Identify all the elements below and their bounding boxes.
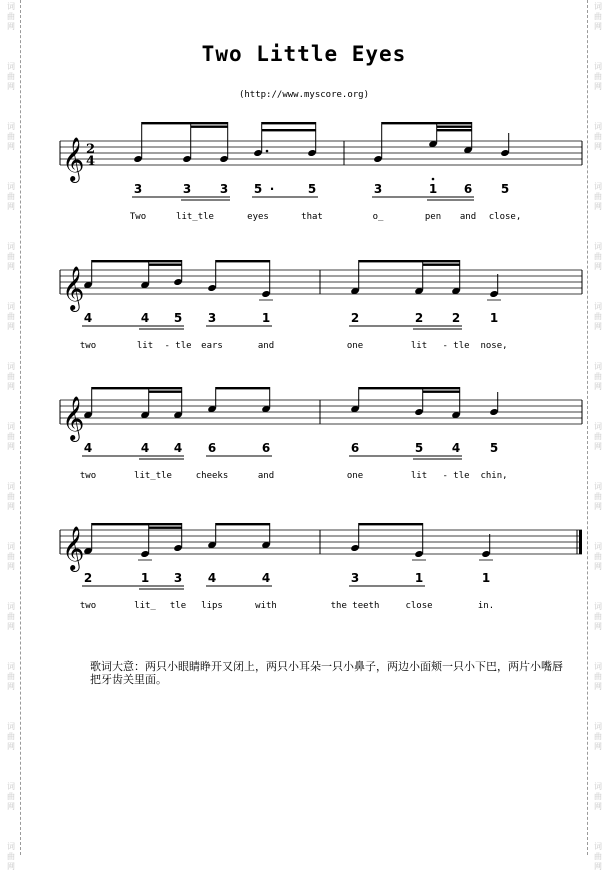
watermark: 词 曲 网 (7, 782, 15, 811)
lyric: - tle (442, 341, 470, 351)
lyric: lit (136, 341, 154, 351)
staff-system (60, 260, 582, 351)
lyric: and (257, 341, 275, 351)
jianpu-number: 3 (350, 571, 360, 585)
jianpu-number: 1 (428, 182, 438, 196)
treble-clef: 𝄞 (62, 137, 85, 181)
watermark: 词 曲 网 (594, 842, 602, 871)
treble-clef: 𝄞 (62, 526, 85, 570)
jianpu-number: 1 (489, 311, 499, 325)
augmentation-dot (266, 150, 269, 153)
jianpu-number: 4 (140, 311, 150, 325)
lyrics-summary: 歌词大意：两只小眼睛睁开又闭上，两只小耳朵一只小鼻子，两边小面颊一只小下巴，两片小嘴唇把牙齿关里面。 (90, 660, 563, 686)
lyric: two (79, 601, 97, 611)
lyric: close (405, 601, 433, 611)
watermark: 词 曲 网 (594, 302, 602, 331)
watermark: 词 曲 网 (7, 482, 15, 511)
lyric: lit_ (134, 601, 156, 611)
watermark: 词 曲 网 (7, 242, 15, 271)
jianpu-number: 5 (307, 182, 317, 196)
jianpu-number: 4 (140, 441, 150, 455)
lyric: - tle (442, 471, 470, 481)
lyric: two (79, 471, 97, 481)
jianpu-number: 4 (173, 441, 183, 455)
lyric: one (346, 471, 364, 481)
lyric: close, (488, 212, 522, 222)
watermark: 词 曲 网 (594, 722, 602, 751)
lyric: and (459, 212, 477, 222)
jianpu-number: 2 (414, 311, 424, 325)
lyric: that (301, 212, 323, 222)
staff-system (60, 523, 582, 611)
treble-clef: 𝄞 (62, 266, 85, 310)
jianpu-number: 3 (219, 182, 229, 196)
beam (92, 260, 182, 262)
lyric: lit_tle (134, 471, 172, 481)
jianpu-number: 5 (489, 441, 499, 455)
staff-system (60, 387, 582, 481)
jianpu-number: 4 (261, 571, 271, 585)
beam (437, 126, 472, 128)
beam (142, 122, 228, 124)
watermark: 词 曲 网 (7, 722, 15, 751)
jianpu-number: 3 (182, 182, 192, 196)
watermark: 词 曲 网 (7, 362, 15, 391)
beam (216, 523, 270, 525)
lyric: o_ (372, 212, 384, 222)
lyric: eyes (247, 212, 269, 222)
jianpu-number: 2 (83, 571, 93, 585)
jianpu-number: 2 (350, 311, 360, 325)
jianpu-number: 4 (83, 311, 93, 325)
watermark: 词 曲 网 (594, 122, 602, 151)
treble-clef: 𝄞 (62, 396, 85, 440)
lyric: tle (169, 601, 187, 611)
jianpu-dot: · (269, 182, 275, 196)
beam (149, 391, 182, 393)
jianpu-number: 4 (83, 441, 93, 455)
lyric: and (257, 471, 275, 481)
lyric: lit (410, 341, 428, 351)
lyric: - tle (164, 341, 192, 351)
watermark: 词 曲 网 (7, 602, 15, 631)
watermark: 词 曲 网 (7, 62, 15, 91)
song-title: Two Little Eyes (201, 42, 407, 66)
jianpu-number: 6 (463, 182, 473, 196)
lyric: the teeth (330, 601, 380, 611)
beam (216, 260, 270, 262)
staff-system (60, 122, 582, 222)
watermark: 词 曲 网 (594, 362, 602, 391)
beam (216, 387, 270, 389)
jianpu-number: 3 (373, 182, 383, 196)
watermark: 词 曲 网 (7, 542, 15, 571)
beam (92, 523, 182, 525)
watermark: 词 曲 网 (594, 602, 602, 631)
jianpu-number: 2 (451, 311, 461, 325)
jianpu-number: 3 (173, 571, 183, 585)
beam (423, 391, 460, 393)
lyric: chin, (480, 471, 508, 481)
beam (262, 122, 316, 124)
lyric: nose, (480, 341, 508, 351)
beam (359, 387, 460, 389)
watermark: 词 曲 网 (594, 542, 602, 571)
lyric: lit (410, 471, 428, 481)
watermark: 词 曲 网 (594, 242, 602, 271)
beam (382, 122, 472, 124)
watermark: 词 曲 网 (594, 422, 602, 451)
watermark: 词 曲 网 (594, 662, 602, 691)
jianpu-number: 4 (451, 441, 461, 455)
source-url: (http://www.myscore.org) (238, 90, 370, 100)
jianpu-number: 4 (207, 571, 217, 585)
watermark: 词 曲 网 (7, 122, 15, 151)
watermark: 词 曲 网 (594, 482, 602, 511)
jianpu-number: 1 (481, 571, 491, 585)
jianpu-number: 5 (414, 441, 424, 455)
lyric: one (346, 341, 364, 351)
beam (191, 126, 228, 128)
beam (262, 129, 316, 131)
beam (92, 387, 182, 389)
watermark: 词 曲 网 (7, 182, 15, 211)
high-octave-dot (432, 178, 435, 181)
watermark: 词 曲 网 (594, 782, 602, 811)
final-barline-thick (579, 530, 582, 554)
watermark: 词 曲 网 (594, 2, 602, 31)
lyric: in. (477, 601, 495, 611)
jianpu-number: 1 (140, 571, 150, 585)
beam (359, 523, 423, 525)
time-signature-bottom: 4 (86, 154, 96, 169)
jianpu-number: 1 (261, 311, 271, 325)
jianpu-number: 5 (500, 182, 510, 196)
lyric: pen (424, 212, 442, 222)
beam (423, 264, 460, 266)
lyric: lit_tle (176, 212, 214, 222)
jianpu-number: 1 (414, 571, 424, 585)
jianpu-number: 6 (261, 441, 271, 455)
watermark: 词 曲 网 (594, 182, 602, 211)
jianpu-number: 6 (350, 441, 360, 455)
watermark: 词 曲 网 (7, 662, 15, 691)
beam (149, 264, 182, 266)
lyric: ears (201, 341, 223, 351)
watermark: 词 曲 网 (7, 842, 15, 871)
lyric: Two (129, 212, 147, 222)
beam (359, 260, 460, 262)
lyric: lips (201, 601, 223, 611)
watermark: 词 曲 网 (7, 302, 15, 331)
jianpu-number: 3 (207, 311, 217, 325)
lyric: cheeks (195, 471, 229, 481)
lyric: with (255, 601, 277, 611)
jianpu-number: 6 (207, 441, 217, 455)
beam (437, 129, 472, 131)
beam (149, 527, 182, 529)
jianpu-number: 5 (173, 311, 183, 325)
time-signature-top: 2 (86, 142, 96, 157)
watermark: 词 曲 网 (594, 62, 602, 91)
lyric: two (79, 341, 97, 351)
jianpu-number: 5 (253, 182, 263, 196)
watermark: 词 曲 网 (7, 422, 15, 451)
watermark: 词 曲 网 (7, 2, 15, 31)
jianpu-number: 3 (133, 182, 143, 196)
